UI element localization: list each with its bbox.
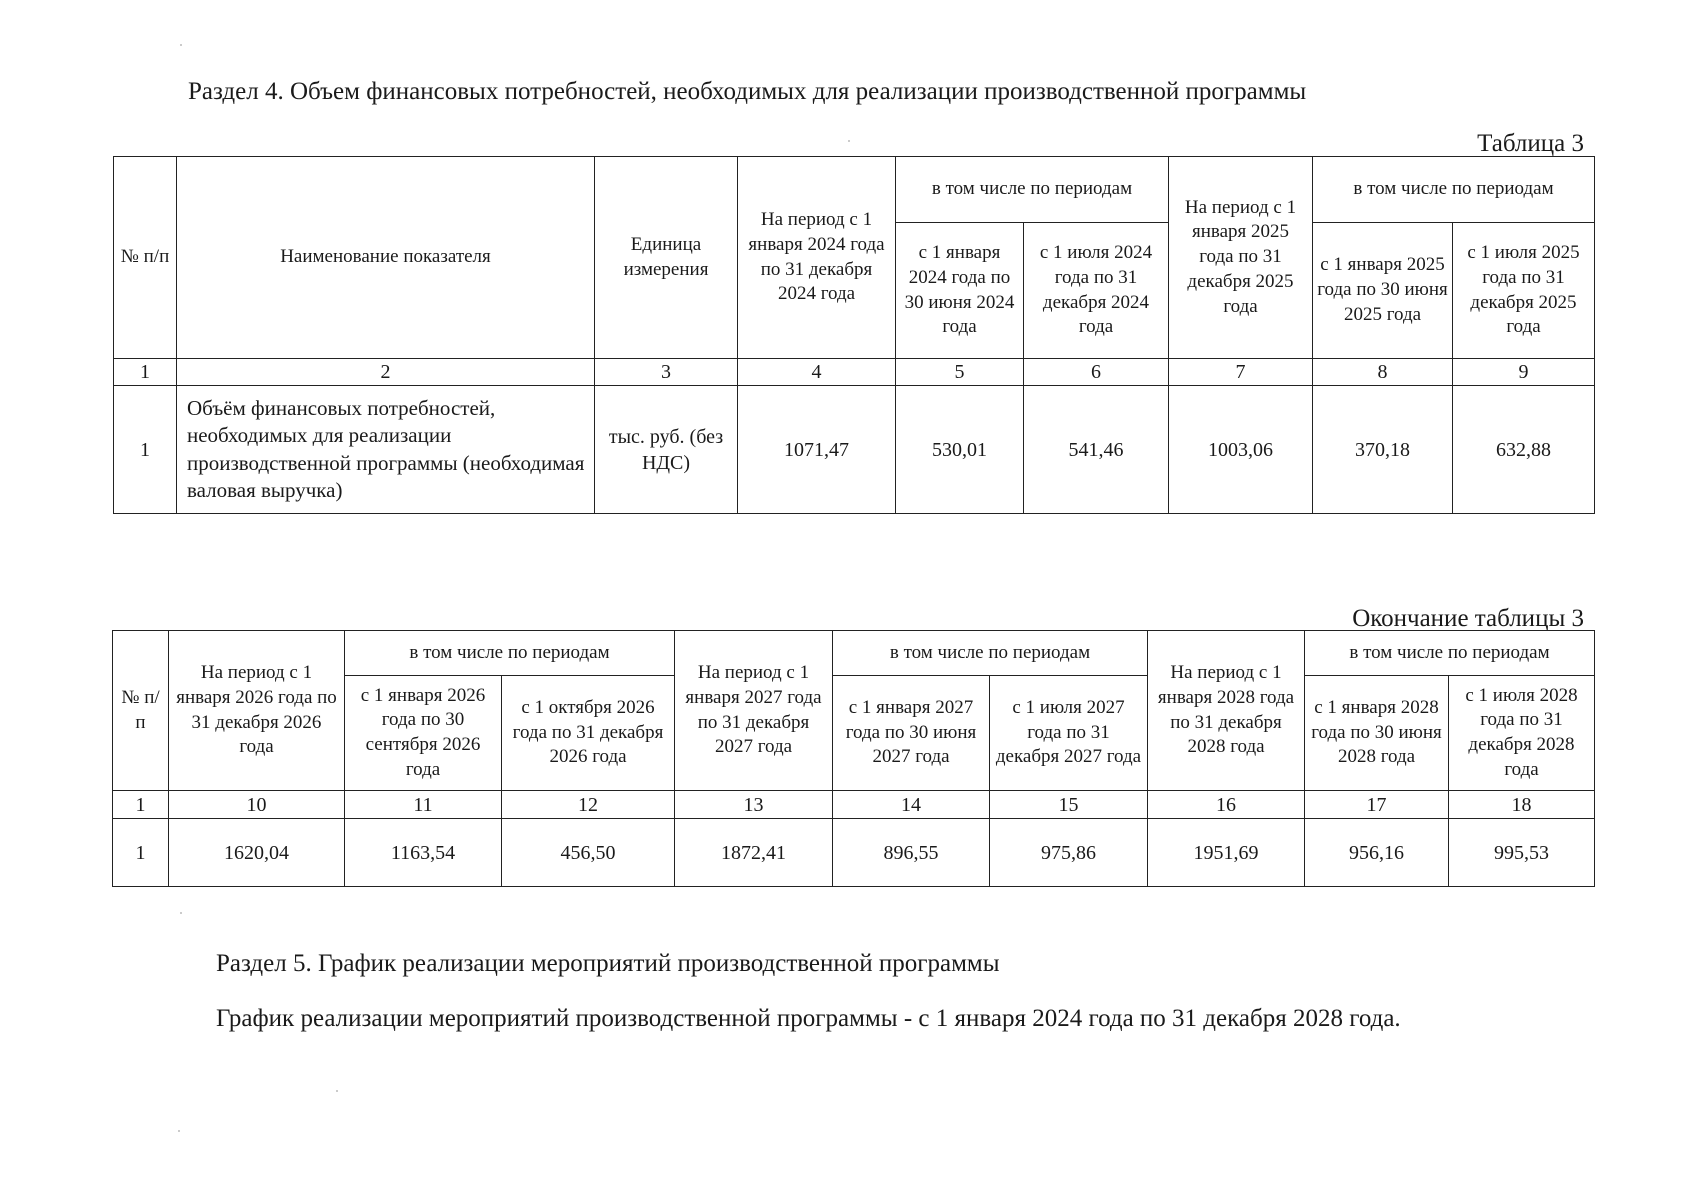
column-number: 4 (738, 359, 896, 386)
header-name: Наименование показателя (177, 157, 595, 359)
column-number: 12 (502, 791, 675, 819)
value-cell: 530,01 (896, 386, 1024, 514)
value-cell: 975,86 (990, 819, 1148, 887)
value-cell: 896,55 (833, 819, 990, 887)
header-period-2027: На период с 1 января 2027 года по 31 декабря 2027 года (675, 631, 833, 791)
section-5-text: График реализации мероприятий производственной программы - с 1 января 2024 года по 31 декабря 2028 года. (216, 1005, 1401, 1032)
header-group-2024: в том числе по периодам (896, 157, 1169, 223)
column-number: 1 (114, 359, 177, 386)
value-cell: 370,18 (1313, 386, 1453, 514)
value-cell: 1872,41 (675, 819, 833, 887)
financial-needs-table-end (112, 630, 1595, 887)
column-number: 11 (345, 791, 502, 819)
header-num: № п/п (113, 631, 169, 791)
value-cell: 1951,69 (1148, 819, 1305, 887)
row-number: 1 (114, 386, 177, 514)
value-cell: 1003,06 (1169, 386, 1313, 514)
table-row (113, 819, 1595, 887)
header-part2-2026: с 1 октября 2026 года по 31 декабря 2026 года (502, 676, 675, 791)
column-number: 1 (113, 791, 169, 819)
column-number: 13 (675, 791, 833, 819)
header-period-2026: На период с 1 января 2026 года по 31 декабря 2026 года (169, 631, 345, 791)
column-number: 18 (1449, 791, 1595, 819)
header-h2-2024: с 1 июля 2024 года по 31 декабря 2024 года (1024, 223, 1169, 359)
value-cell: 632,88 (1453, 386, 1595, 514)
column-number: 9 (1453, 359, 1595, 386)
value-cell: 541,46 (1024, 386, 1169, 514)
header-group-2026: в том числе по периодам (345, 631, 675, 676)
section-4-title: Раздел 4. Объем финансовых потребностей, необходимых для реализации производственной программы (188, 78, 1307, 105)
financial-needs-table (113, 156, 1595, 514)
table-row (114, 386, 1595, 514)
value-cell: 456,50 (502, 819, 675, 887)
column-number: 6 (1024, 359, 1169, 386)
column-number: 17 (1305, 791, 1449, 819)
value-cell: 995,53 (1449, 819, 1595, 887)
header-group-2028: в том числе по периодам (1305, 631, 1595, 676)
header-part1-2026: с 1 января 2026 года по 30 сентября 2026 года (345, 676, 502, 791)
column-number: 14 (833, 791, 990, 819)
column-number: 15 (990, 791, 1148, 819)
header-group-2025: в том числе по периодам (1313, 157, 1595, 223)
column-number: 5 (896, 359, 1024, 386)
header-h2-2028: с 1 июля 2028 года по 31 декабря 2028 года (1449, 676, 1595, 791)
header-num: № п/п (114, 157, 177, 359)
table-continuation-caption: Окончание таблицы 3 (1352, 605, 1584, 632)
column-number: 3 (595, 359, 738, 386)
indicator-name: Объём финансовых потребностей, необходимых для реализации производственной программы (необходимая валовая выручка) (177, 386, 595, 514)
table-caption: Таблица 3 (1477, 130, 1584, 157)
header-period-2025: На период с 1 января 2025 года по 31 декабря 2025 года (1169, 157, 1313, 359)
unit-cell: тыс. руб. (без НДС) (595, 386, 738, 514)
value-cell: 1071,47 (738, 386, 896, 514)
header-period-2024: На период с 1 января 2024 года по 31 декабря 2024 года (738, 157, 896, 359)
column-number: 2 (177, 359, 595, 386)
header-period-2028: На период с 1 января 2028 года по 31 декабря 2028 года (1148, 631, 1305, 791)
header-h2-2027: с 1 июля 2027 года по 31 декабря 2027 года (990, 676, 1148, 791)
header-unit: Единица измерения (595, 157, 738, 359)
column-number: 7 (1169, 359, 1313, 386)
section-5-title: Раздел 5. График реализации мероприятий производственной программы (216, 950, 1000, 977)
header-h1-2028: с 1 января 2028 года по 30 июня 2028 года (1305, 676, 1449, 791)
column-number: 16 (1148, 791, 1305, 819)
column-number-row (114, 359, 1595, 386)
header-group-2027: в том числе по периодам (833, 631, 1148, 676)
header-h1-2024: с 1 января 2024 года по 30 июня 2024 года (896, 223, 1024, 359)
header-h1-2027: с 1 января 2027 года по 30 июня 2027 года (833, 676, 990, 791)
column-number: 8 (1313, 359, 1453, 386)
value-cell: 1620,04 (169, 819, 345, 887)
value-cell: 956,16 (1305, 819, 1449, 887)
column-number: 10 (169, 791, 345, 819)
value-cell: 1163,54 (345, 819, 502, 887)
header-h1-2025: с 1 января 2025 года по 30 июня 2025 года (1313, 223, 1453, 359)
row-number: 1 (113, 819, 169, 887)
column-number-row (113, 791, 1595, 819)
header-h2-2025: с 1 июля 2025 года по 31 декабря 2025 года (1453, 223, 1595, 359)
